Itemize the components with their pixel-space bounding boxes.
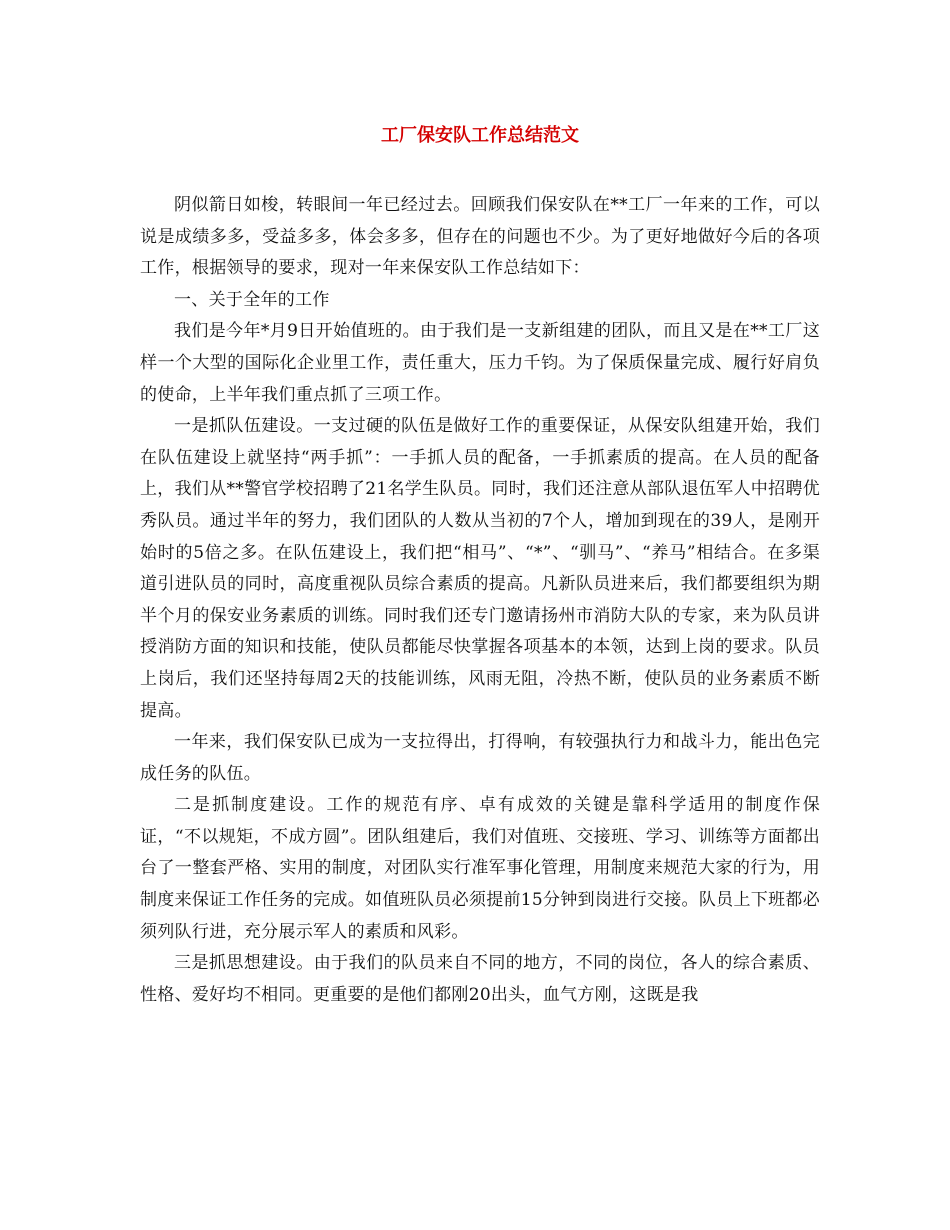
paragraph-team-result: 一年来，我们保安队已成为一支拉得出，打得响，有较强执行力和战斗力，能出色完成任务的队伍。 xyxy=(140,732,820,784)
document-body xyxy=(140,190,820,1011)
document-page xyxy=(140,0,820,1230)
document-title: 工厂保安队工作总结范文 xyxy=(381,125,579,146)
paragraph-intro: 阴似箭日如梭，转眼间一年已经过去。回顾我们保安队在**工厂一年来的工作，可以说是成绩多多，受益多多，体会多多，但存在的问题也不少。为了更好地做好今后的各项工作，根据领导的要求，现对一年来保安队工作总结如下： xyxy=(140,195,820,279)
paragraph-system-building: 二是抓制度建设。工作的规范有序、卓有成效的关键是靠科学适用的制度作保证，“不以规矩，不成方圆”。团队组建后，我们对值班、交接班、学习、训练等方面都出台了一整套严格、实用的制度，对团队实行准军事化管理，用制度来规范大家的行为，用制度来保证工作任务的完成。如值班队员必须提前15分钟到岗进行交接。队员上下班都必须列队行进，充分展示军人的素质和风彩。 xyxy=(140,795,820,942)
section-heading-annual-work: 一、关于全年的工作 xyxy=(174,289,330,310)
paragraph-start-duty: 我们是今年*月9日开始值班的。由于我们是一支新组建的团队，而且又是在**工厂这样一个大型的国际化企业里工作，责任重大，压力千钧。为了保质保量完成、履行好肩负的使命，上半年我们重点抓了三项工作。 xyxy=(140,321,820,405)
paragraph-team-building: 一是抓队伍建设。一支过硬的队伍是做好工作的重要保证，从保安队组建开始，我们在队伍建设上就坚持“两手抓”：一手抓人员的配备，一手抓素质的提高。在人员的配备上，我们从**警官学校招聘了21名学生队员。同时，我们还注意从部队退伍军人中招聘优秀队员。通过半年的努力，我们团队的人数从当初的7个人，增加到现在的39人，是刚开始时的5倍之多。在队伍建设上，我们把“相马”、“*”、“驯马”、“养马”相结合。在多渠道引进队员的同时，高度重视队员综合素质的提高。凡新队员进来后，我们都要组织为期半个月的保安业务素质的训练。同时我们还专门邀请扬州市消防大队的专家，来为队员讲授消防方面的知识和技能，使队员都能尽快掌握各项基本的本领，达到上岗的要求。队员上岗后，我们还坚持每周2天的技能训练，风雨无阻，冷热不断，使队员的业务素质不断提高。 xyxy=(140,416,820,721)
paragraph-ideology-building: 三是抓思想建设。由于我们的队员来自不同的地方，不同的岗位，各人的综合素质、性格、爱好均不相同。更重要的是他们都刚20出头，血气方刚，这既是我 xyxy=(140,953,820,1005)
